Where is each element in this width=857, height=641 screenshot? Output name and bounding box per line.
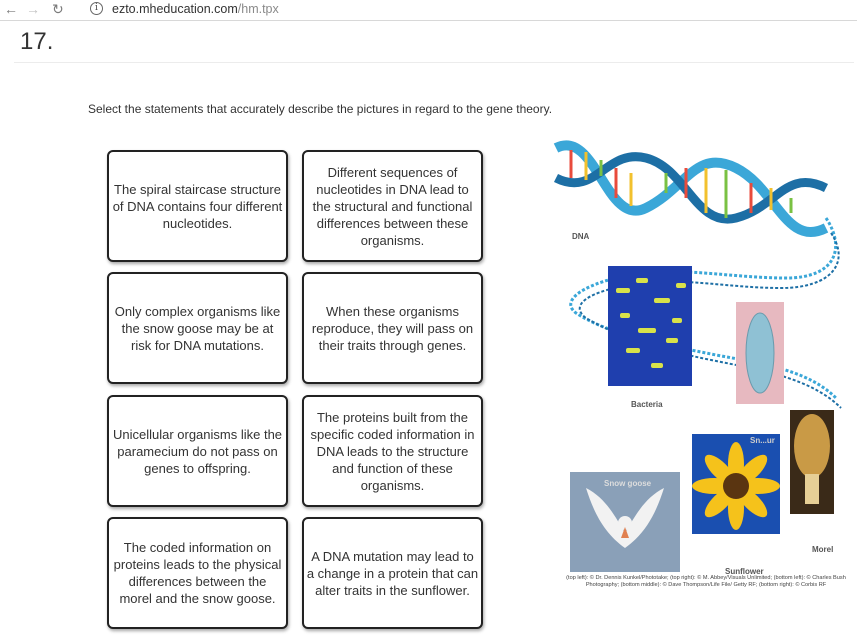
statement-card-8[interactable]: A DNA mutation may lead to a change in a protein that can alter traits in the sunflower. — [302, 517, 483, 629]
reload-icon[interactable]: ↻ — [52, 1, 64, 17]
address-bar[interactable] — [112, 1, 279, 17]
statement-card-3[interactable]: Only complex organisms like the snow goose may be at risk for DNA mutations. — [107, 272, 288, 384]
question-number: 17. — [20, 28, 54, 55]
paramecium-photo — [736, 302, 784, 404]
bacteria-photo — [608, 266, 692, 386]
gene-theory-illustration — [536, 138, 857, 598]
statement-card-1[interactable]: The spiral staircase structure of DNA contains four different nucleotides. — [107, 150, 288, 262]
label-dna: DNA — [572, 232, 590, 241]
label-paramecium-partial: Sn...ur — [750, 436, 775, 445]
sunflower-photo — [692, 434, 780, 534]
site-info-icon[interactable]: i — [90, 2, 103, 15]
dna-helix-icon — [556, 145, 841, 408]
label-sunflower: Sunflower — [725, 567, 764, 576]
statement-card-2[interactable]: Different sequences of nucleotides in DNA lead to the structural and functional differences between these organisms. — [302, 150, 483, 262]
browser-toolbar — [0, 0, 857, 21]
statement-card-7[interactable]: The coded information on proteins leads to the physical differences between the morel and the snow goose. — [107, 517, 288, 629]
question-prompt: Select the statements that accurately describe the pictures in regard to the gene theory. — [88, 102, 553, 116]
morel-photo — [790, 410, 834, 514]
statement-card-5[interactable]: Unicellular organisms like the paramecium do not pass on genes to offspring. — [107, 395, 288, 507]
divider — [14, 62, 854, 63]
label-snow-goose: Snow goose — [604, 479, 652, 488]
back-arrow-icon[interactable]: ← — [4, 1, 18, 17]
statement-card-6[interactable]: The proteins built from the specific coded information in DNA leads to the structure and function of these organisms. — [302, 395, 483, 507]
statement-card-4[interactable]: When these organisms reproduce, they will pass on their traits through genes. — [302, 272, 483, 384]
url-host: ezto.mheducation.com — [112, 2, 238, 16]
label-morel: Morel — [812, 545, 834, 554]
label-bacteria: Bacteria — [631, 400, 663, 409]
url-path: /hm.tpx — [237, 2, 279, 16]
forward-arrow-icon[interactable]: → — [26, 1, 40, 17]
photo-credit: (top left): © Dr. Dennis Kunkel/Phototake; (top right): © M. Abbey/Visuals Unlimited; (bottom left): © Charles Bush Photography; (bottom middle): © Dave Thompson/Life File/ Getty RF; (bottom right): © Corbis RF — [566, 575, 846, 588]
